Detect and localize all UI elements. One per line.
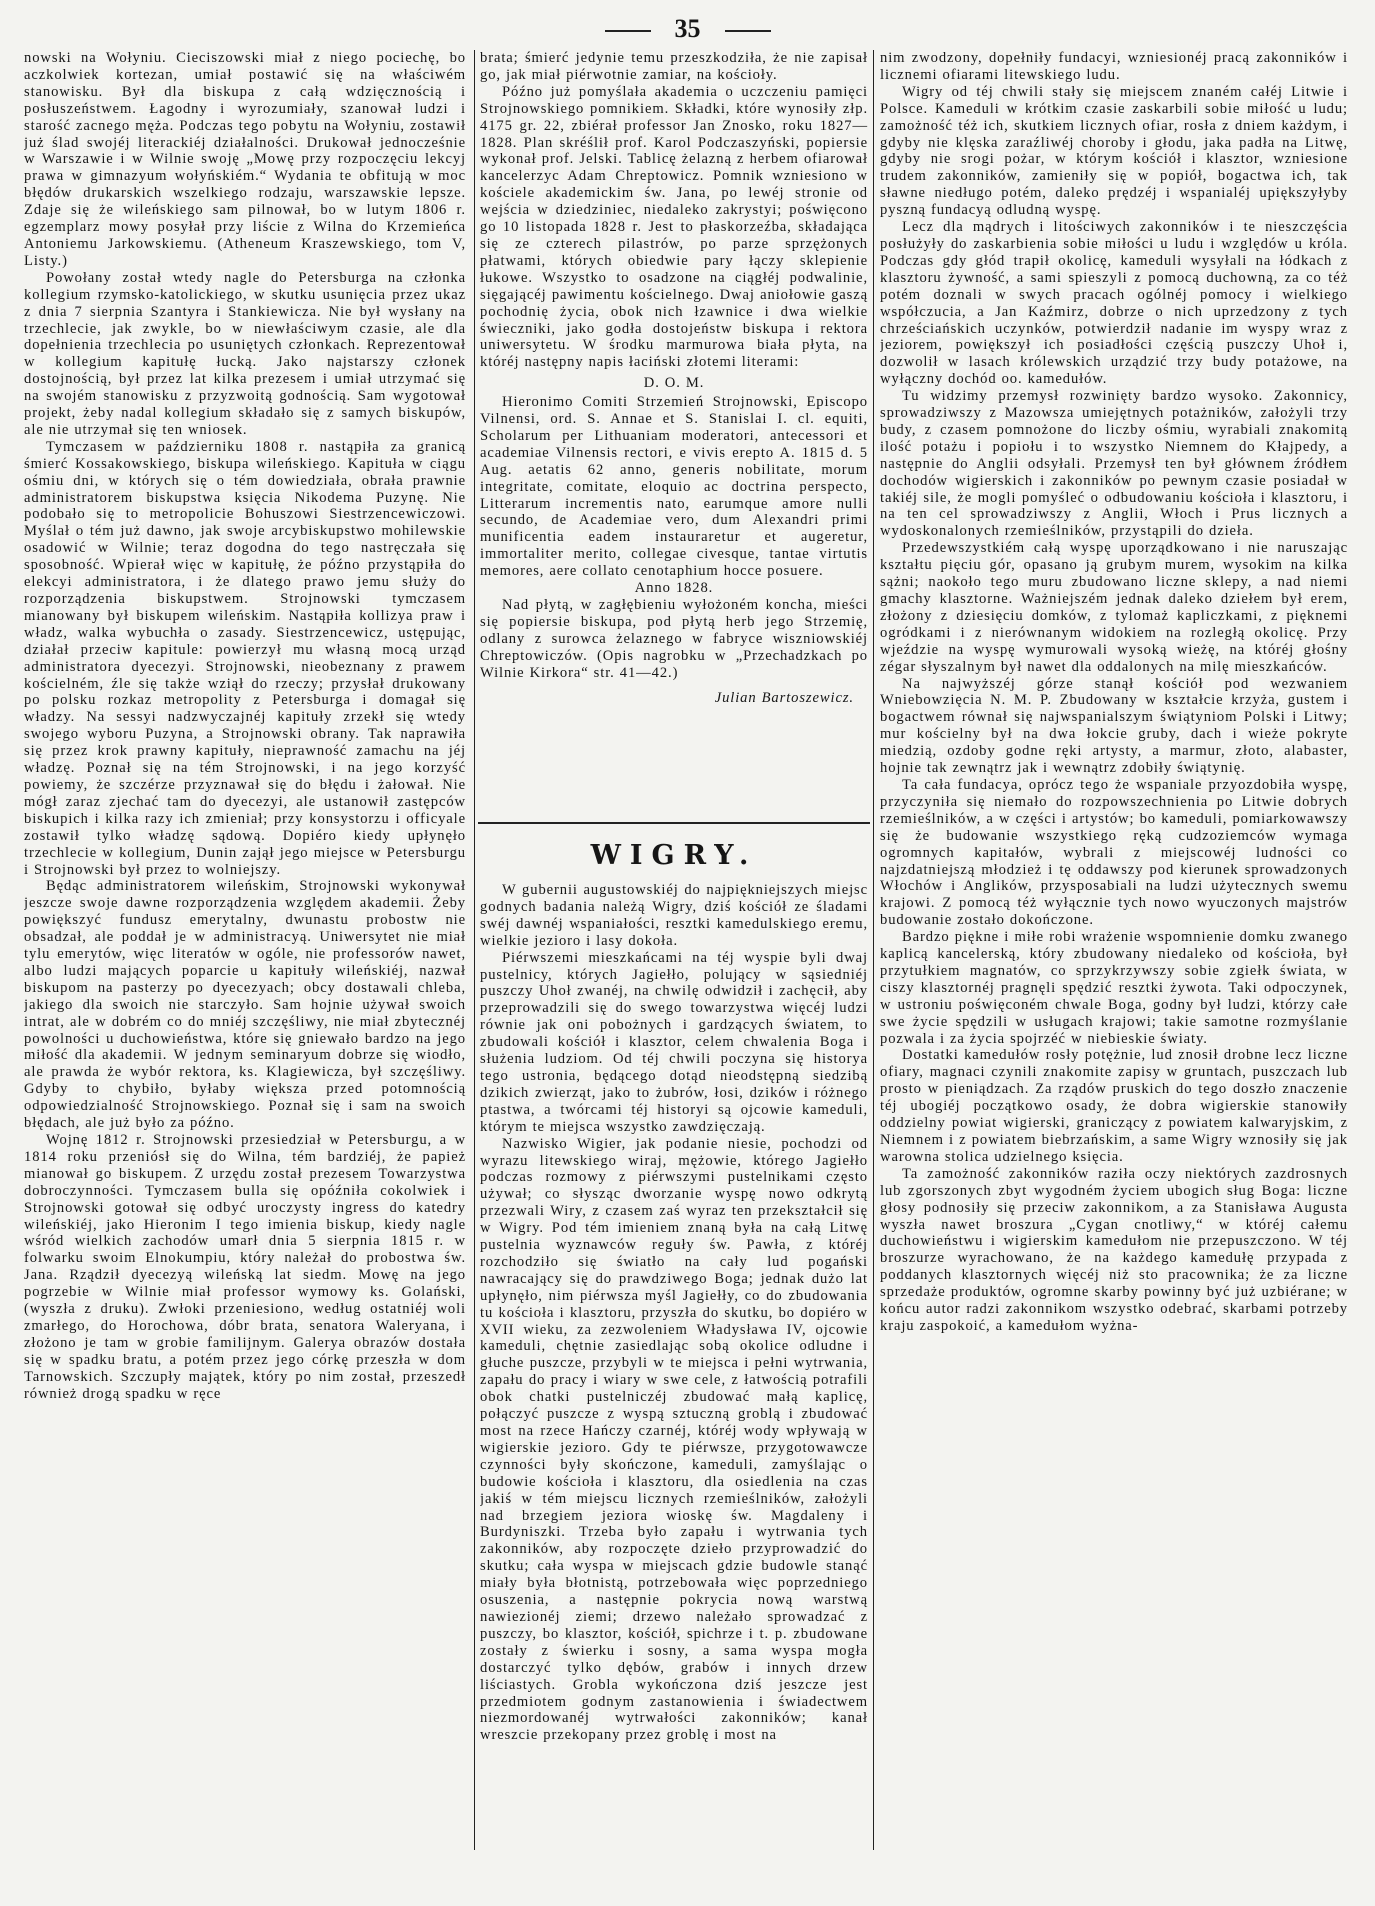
paragraph: nowski na Wołyniu. Cieciszowski miał z niego pociechę, bo aczkolwiek kortezan, umiał postawić się na właściwém stanowisku. Był dla biskupa z całą wdzięcznością i posłuszeństwem. Łagodny i wyrozumiały, szanował ludzi i starość zacnego męża. Podczas tego pobytu na Wołyniu, zostawił już ślad swojéj literackiéj działalności. Drukował jednocześnie w Warszawie i w Wilnie swoję „Mowę przy rozpoczęciu lekcyj prawa w gimnazyum wołyńskiém.“ Wydania te obfitują w moc błędów drukarskich wszelkiego rodzaju, warszawskie lepsze. Zdaje się że wileńskiego sam pilnował, bo w lutym 1806 r. egzemplarz mowy posyłał przy liście z Wilna do Krzemieńca Antoniemu Jarkowskiemu. (Atheneum Kraszewskiego, tom V, Listy.) bbox=[24, 50, 466, 269]
paragraph: brata; śmierć jedynie temu przeszkodziła, że nie zapisał go, jak miał piérwotnie zamiar, na kościoły. bbox=[480, 50, 868, 83]
paragraph: Ta zamożność zakonników raziła oczy niektórych zazdrosnych lub zgorszonych zbyt wygodném życiem ubogich sług Boga: liczne głosy podnosiły się przeciw zakonnikom, a za Stanisława Augusta wyszła nawet broszura „Cygan cnotliwy,“ w któréj całemu duchowieństwu i wigierskim kamedułom nie przepuszczono. W téj broszurze wyrachowano, że na każdego kamedułę przypada z poddanych klasztornych więcéj niż sto pracownika; że za liczne sprzedaże produktów, ogromne skarby powinny być już uzbiérane; w końcu autor radzi zakonnikom wszystko odebrać, skarbami potrzeby kraju zaspokoić, a kamedułom wyżna- bbox=[880, 1165, 1348, 1334]
paragraph: Będąc administratorem wileńskim, Strojnowski wykonywał jeszcze swoje dawne rozporządzenia względem akademii. Żeby powiększyć fundusz emerytalny, dwunastu probostw nie obsadzał, ale poddał je w administracyą. Uniwersytet nie miał tylu emerytów, więc literatów w ogóle, nie professorów nawet, albo ludzi mających poparcie u kapituły wileńskiéj, nazwał biskupom na pasterzy po dyecezyach; obcy dostawali chleba, jakiego dla swoich nie starczyło. Sam hojnie używał swoich intrat, ale w dobrém co do mniéj szczęśliwy, nie miał zbytecznéj powolności u duchowieństwa, które się gniewało bardzo na jego miłość dla akademii. W jednym seminaryum dobrze się wiodło, ale prawda że wybór rektora, ks. Klagiewicza, był szczęśliwy. Gdyby to chybiło, byłaby większa przed potomnością odpowiedzialność Strojnowskiego. Poznał się i sam na swoich błędach, ale już było za późno. bbox=[24, 878, 466, 1132]
paragraph: Ta cała fundacya, oprócz tego że wspaniale przyozdobiła wyspę, przyczyniła się niemało do rozpowszechnienia po Litwie dobrych rzemieślników, a w części i artystów; bo kameduli, pomiarkowawszy się że budowanie wszystkiego ręką cudzoziemców wymaga ogromnych kapitałów, wybrali z miejscowéj ludności co najzdatniejszą młodzież i tę oddawszy pod kierunek sprowadzonych Włochów i Anglików, przysposabiali na ludzi użytecznych swemu krajowi. Z pomocą téż wyłącznie tych nowo wyuczonych majstrów budowanie zostało dokończone. bbox=[880, 776, 1348, 929]
paragraph: Nad płytą, w zagłębieniu wyłożoném koncha, mieści się popiersie biskupa, pod płytą herb jego Strzemię, odlany z surowca żelaznego w fabryce wiszniowskiéj Chreptowiczów. (Opis nagrobku w „Przechadzkach po Wilnie Kirkora“ str. 41—42.) bbox=[480, 597, 868, 681]
paragraph: Tu widzimy przemysł rozwinięty bardzo wysoko. Zakonnicy, sprowadziwszy z Mazowsza umiejętnych potażników, założyli trzy budy, z czasem pomnożone do liczby ośmiu, wyrabiali znakomitą ilość potażu i popiołu i to wszystko Niemnem do Kłajpedy, a następnie do Anglii odsyłali. Przemysł ten był głównem źródłem dochodów wigierskich i zakonników po pewnym czasie posiadał w takiéj sile, że mogli pomyśleć o odbudowaniu kościoła i klasztoru, i na ten cel sprowadziwszy z Anglii, Włoch i Prus licznych a wydoskonalonych rzemieślników, przystąpili do dzieła. bbox=[880, 388, 1348, 540]
paragraph: Wojnę 1812 r. Strojnowski przesiedział w Petersburgu, a w 1814 roku przeniósł się do Wilna, tém bardziéj, że papież mianował go biskupem. Z urzędu został prezesem Towarzystwa dobroczynności. Tymczasem bulla się opóźniła cokolwiek i Strojnowski gotował się odbyć uroczysty ingress do katedry wileńskiéj, jako Hieronim I tego imienia biskup, kiedy nagle wśród wielkich zachodów umarł dnia 5 sierpnia 1815 r. w folwarku swoim Elnokumpiu, który należał do probostwa św. Jana. Rządził dyecezyą wileńską lat siedm. Mowę na jego pogrzebie w Wilnie miał professor wymowy ks. Golański, (wyszła z druku). Zwłoki przeniesiono, według ostatniéj woli zmarłego, do Horochowa, dóbr brata, senatora Waleryana, i złożono je tam w grobie familijnym. Galerya obrazów dostała się w spadku bratu, a potém przez jego córkę przeszła w dom Tarnowskich. Szczupły majątek, który po nim został, przeszedł również drogą spadku w ręce bbox=[24, 1132, 466, 1402]
paragraph: nim zwodzony, dopełniły fundacyi, wzniesionéj pracą zakonników i licznemi ofiarami litewskiego ludu. bbox=[880, 50, 1348, 83]
paragraph: Lecz dla mądrych i litościwych zakonników i te nieszczęścia posłużyły do zaskarbienia sobie miłości u ludu i względów u króla. Podczas gdy głód trapił okolicę, kameduli wysyłali na łódkach z klasztoru żywność, a sami spieszyli z pomocą duchowną, za co téż potém doznali w swych pracach ogólnéj pomocy i wielkiego współczucia, a Jan Kaźmirz, dobrze o nich uprzedzony z tych chrześciańskich uczynków, potwierdził nadanie im wyspy wraz z jeziorem, powiększył ich posiadłości częścią puszczy Uhoł i, dozwolił w lasach królewskich urządzić trzy budy potażowe, na wyłączny dochód oo. kamedułów. bbox=[880, 219, 1348, 388]
column-divider bbox=[474, 50, 475, 1850]
column-2-article-end bbox=[480, 50, 868, 818]
author-signature: Julian Bartoszewicz. bbox=[714, 689, 854, 706]
paragraph: W gubernii augustowskiéj do najpiękniejszych miejsc godnych badania należą Wigry, dziś kościół ze śladami swéj dawnéj wspaniałości, resztki kamedulskiego eremu, wielkie jezioro i lasy dokoła. bbox=[480, 882, 868, 949]
column-1 bbox=[24, 50, 466, 1850]
paragraph: Nazwisko Wigier, jak podanie niesie, pochodzi od wyrazu litewskiego wiraj, mężowie, którego Jagiełło podczas rozmowy z piérwszymi pustelnikami często używał; co słysząc dworzanie wyspę nowo odkrytą przezwali Wiry, z czasem zaś wyraz ten przekształcił się w Wigry. Pod tém imieniem znaną była na całą Litwę pustelnia wyznawców reguły św. Pawła, z któréj rozchodziło się światło na cały lud pogański nawracający się do prawdziwego Boga; jednak dużo lat upłynęło, nim piérwsza myśl Jagiełły, co do zbudowania tu kościoła i klasztoru, przyszła do skutku, bo dopiéro w XVII wieku, za zezwoleniem Władysława IV, ojcowie kameduli, chętnie zasiedlając sobą okolice odludne i głuche puszcze, przybyli w te miejsca i pełni wytrwania, zapału do pracy i wiary w swe cele, z łatwością potrafili obok chatki pustelniczéj zbudować małą kaplicę, połączyć puszcze z wyspą sztuczną groblą i zbudować most na rzece Hańczy czarnéj, któréj wody wpływają w wigierskie jezioro. Gdy te piérwsze, przygotowawcze czynności były skończone, kameduli, zamyślając o budowie kościoła i klasztoru, dla osiedlenia na czas jakiś w tém miejscu licznych rzemieślników, założyli nad brzegiem jeziora wioskę św. Magdaleny i Burdyniszki. Trzeba było zapału i wytrwania tych zakonników, aby rozpoczęte dzieło przyprowadzić do skutku; cała wyspa w miejscach gdzie budowle stanąć miały była błotnistą, potrzebowała więc poprzedniego osuszenia, a następnie pokrycia nową warstwą nawiezionéj ziemi; drzewo należało sprowadzać z puszczy, bo klasztor, kościół, spichrze i t. p. zbudowane zostały z świerku i sosny, a sama wyspa mogła dostarczyć tylko dębów, grabów i innych drzew liściastych. Grobla wykończona dziś jeszcze jest przedmiotem godnym zastanowienia i świadectwem niezmordowanéj wytrwałości zakonników; kanał wreszcie przekopany przez groblę i most na bbox=[480, 1135, 868, 1744]
paragraph: Powołany został wtedy nagle do Petersburga na członka kollegium rzymsko-katolickiego, w skutku usunięcia przez ukaz z dnia 7 sierpnia Szantyra i Stankiewicza. Nie był wysłany na trzechlecie, jak zwykle, bo w niewłaściwym czasie, ale dla dopełnienia trzechlecia po usuniętych członkach. Reprezentował w kollegium kapitułę łucką. Jako najstarszy członek dostojnością, był przez lat kilka prezesem i umiał utrzymać się na swojém stanowisku z przyzwoitą godnością. Sam wygotował projekt, żeby nadal kollegium składało się z samych biskupów, ale nie utrzymał się ten wniosek. bbox=[24, 269, 466, 438]
paragraph: Przedewszystkiém całą wyspę uporządkowano i nie naruszając kształtu pięciu gór, opasano ją grubym murem, wysokim na kilka sążni; naokoło tego muru zbudowano liczne sklepy, a nad niemi gmachy klasztorne. Ważniejszém jednak daleko dziełem był erem, złożony z dziesięciu domków, z tylomaż kapliczkami, z pięknemi ogródkami i z nierównanym widokiem na rozległą okolicę. Przy wjeździe na wyspę wymurowali wysoką wieżę, na któréj głośny zégar słyszalnym był nawet dla oddalonych na milę mieszkańców. bbox=[880, 540, 1348, 675]
paragraph: Dostatki kamedułów rosły potężnie, lud znosił drobne lecz liczne ofiary, magnaci czynili znakomite zapisy w gruntach, puszczach lub prosto w pieniądzach. Za rządów pruskich do tego doszło znaczenie téj ubogiéj początkowo osady, że dobra wigierskie stanowiły oddzielny powiat wigierski, graniczący z powiatem kalwaryjskim, z Niemnem i z powiatem biebrzańskim, a same Wigry wznosiły się jak warowna stolica udzielnego księcia. bbox=[880, 1047, 1348, 1165]
paragraph: Wigry od téj chwili stały się miejscem znaném całéj Litwie i Polsce. Kameduli w krótkim czasie zaskarbili sobie miłość u ludu; zamożność téż ich, skutkiem licznych ofiar, rosła z dniem każdym, i gdyby nie klęska zaraźliwéj choroby i głodu, jaka padła na Litwę, gdyby nie srogi pożar, w którym kościół i klasztor, wzniesione trudem zakonników, zamieniły się w popiół, bogactwa ich, tak sławne niedługo potém, daleko prędzéj i wspanialéj upiększyłyby pyszną fundacyą odludną wyspę. bbox=[880, 83, 1348, 219]
page-number-header bbox=[0, 14, 1375, 44]
inscription-year: Anno 1828. bbox=[634, 580, 714, 597]
paragraph: Piérwszemi mieszkańcami na téj wyspie byli dwaj pustelnicy, których Jagiełło, polujący w sąsiedniéj puszczy Uhoł zwanéj, na chwilę odwidził i zachęcił, aby przeprowadzili się do swego towarzystwa więcéj ludzi równie jak oni pobożnych i gardzących światem, to zbudowali kościół i klasztor, celem chwalenia Boga i służenia ludziom. Od téj chwili poczyna się historya tego ustronia, będącego dotąd nieodstępną siedzibą dzikich zwierząt, jako to żubrów, łosi, dzików i różnego ptastwa, a twórcami téj historyi są ojcowie kameduli, którym te miejsca wszystko zawdzięczają. bbox=[480, 949, 868, 1135]
paragraph: Na najwyższéj górze stanął kościół pod wezwaniem Wniebowzięcia N. M. P. Zbudowany w kształcie krzyża, gustem i bogactwem równał się najwspanialszym świątyniom Polski i Litwy; mur kościelny był na dwa łokcie gruby, dach i wieże pokryte miedzią, ozdoby godne ręki artysty, a marmur, złoto, alabaster, hojnie tak zewnątrz jak i wewnątrz zdobiły świątynię. bbox=[880, 675, 1348, 777]
column-3 bbox=[880, 50, 1348, 1850]
inscription-heading: D. O. M. bbox=[643, 375, 705, 392]
header-rule-left bbox=[605, 30, 651, 32]
latin-inscription: Hieronimo Comiti Strzemień Strojnowski, Episcopo Vilnensi, ord. S. Annae et S. Stanislai I. cl. equiti, Scholarum per Lithuaniam moderatori, antecessori et academiae Vilnensis rectori, e vivis erepto A. 1815 d. 5 Aug. aetatis 62 anno, generis nobilitate, morum integritate, comitate, eloquio ac doctrina perspecto, Litterarum incrementis nato, earumque amore nulli secundo, de Academiae vero, dum Alexandri primi munificentia eadem instauraretur et augeretur, immortaliter merito, collegae civesque, tantae virtutis memores, aere collato cenotaphium hocce posuere. bbox=[480, 394, 868, 580]
header-rule-right bbox=[725, 30, 771, 32]
paragraph: Bardzo piękne i miłe robi wrażenie wspomnienie domku zwanego kaplicą kancelerską, który zbudowany niedaleko od kościoła, był przytułkiem magnatów, co sprzykrzywszy sobie zgiełk świata, w ciszy klasztornéj pragnęli spędzić resztki żywota. Taki odpoczynek, w ustroniu poświęconém chwale Boga, godny był ludzi, którzy całe swe życie spędzili w usługach krajowi; takie samotne rozmyślanie pozwala i za życia spojrzéć w niebieskie światy. bbox=[880, 929, 1348, 1047]
column-divider bbox=[873, 50, 874, 1850]
paragraph: Tymczasem w październiku 1808 r. nastąpiła za granicą śmierć Kossakowskiego, biskupa wileńskiego. Kapituła w ciągu ośmiu dni, w których się o tém dowiedziała, obrała prawnie administratorem biskupstwa księcia Nikodema Puzynę. Nie podobało się to metropolicie Bohuszowi Siestrzencewiczowi. Myślał o tém już dawno, jak swoje arcybiskupstwo mohilewskie osadowić w Wilnie; teraz dogodna do tego nastręczała się sposobność. Wpierał więc w kapitułę, że późno przystąpiła do elekcyi administratora, i że dlatego prawo jemu służy do rozporządzenia biskupstwem. Strojnowski tymczasem mianowany był biskupem wileńskim. Nastąpiła kollizya praw i władz, walka wybuchła o zasady. Siestrzencewicz, ustępując, działał przeciw kapitule: powierzył mu własną mocą urząd administratora dyecezyi. Strojnowski, nieobeznany z prawem kościelném, źle się także wziął do rzeczy; przysłał drukowany po polsku rozkaz metropolity z Petersburga i domagał się władzy. Na sessyi nadzwyczajnéj kapituły zrzekł się wtedy swojego wyboru Puzyna, a Strojnowski obrany. Tak naprawiła się przez krok prawny kapituły, nieprawność zamachu na jéj władzę. Poznał się na tém Strojnowski, i na jego korzyść powiemy, że szczérze przyznawał się do błędu i żałował. Nie mógł zaraz zjechać tam do dyecezyi, ale ustanowił zastępców biskupich i kilka razy ich zmieniał; przy konsystorzu i officyale zostawił tylko władzę sądową. Dopiéro kiedy upłynęło trzechlecie w kollegium, Dunin zajął jego miejsce w Petersburgu i Strojnowski był przez to wolniejszy. bbox=[24, 438, 466, 878]
paragraph: Późno już pomyślała akademia o uczczeniu pamięci Strojnowskiego pomnikiem. Składki, które wynosiły złp. 4175 gr. 22, zbiérał professor Jan Znosko, roku 1827—1828. Plan skréślił prof. Karol Podczaszyński, popiersie wykonał prof. Jelski. Tablicę żelazną z herbem ofiarował kancelerzyc Adam Chreptowicz. Pomnik wzniesiono w kościele akademickim św. Jana, po lewéj stronie od wejścia w dziedziniec, niedaleko zakrystyi; poświęcono go 10 listopada 1828 r. Jest to płaskorzeźba, składająca się ze czterech pilastrów, po parze sprzężonych płatwami, których obiedwie pary łączy sklepienie łukowe. Wszystko to osadzone na ciągłéj podwalinie, sięgającéj pawimentu kościelnego. Dwaj aniołowie gaszą pochodnię życia, obok nich łzawnice i dwa wielkie świeczniki, jako godła dostojeństw biskupa i rektora uniwersytetu. W środku marmurowa biała płyta, na któréj następny napis łaciński złotemi literami: bbox=[480, 83, 868, 371]
page-number: 35 bbox=[674, 14, 701, 43]
section-rule bbox=[478, 822, 870, 824]
section-title: WIGRY. bbox=[590, 840, 758, 871]
column-2-wigry bbox=[480, 882, 868, 1850]
